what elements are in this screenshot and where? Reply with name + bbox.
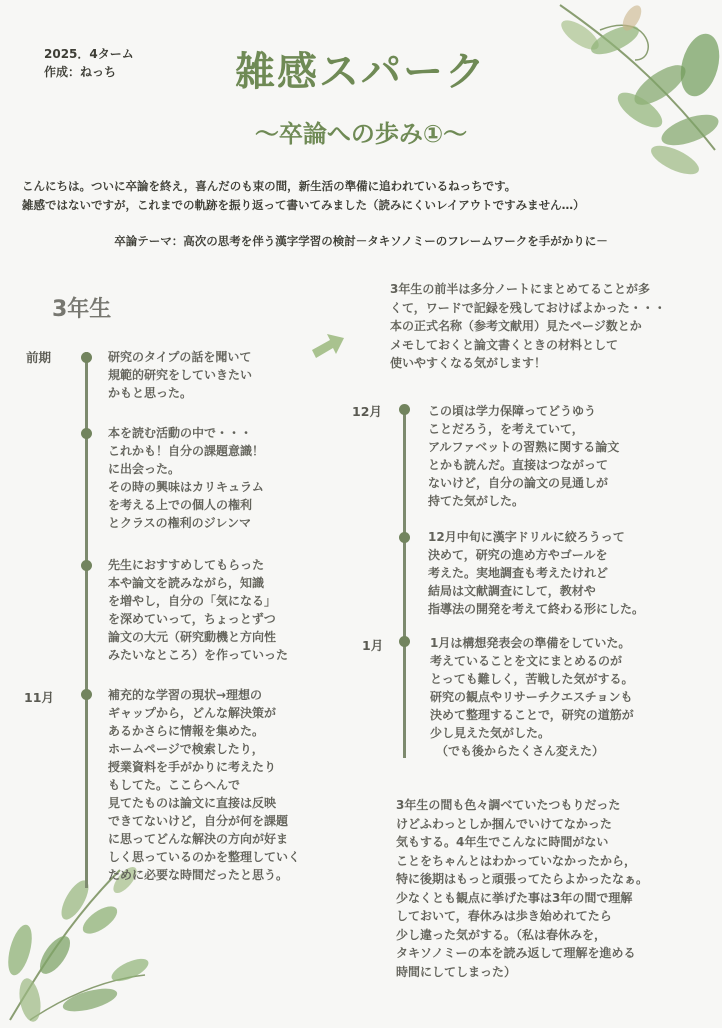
timeline-dot: [81, 560, 92, 571]
timeline-label-early: 前期: [26, 350, 52, 365]
intro-text: [22, 177, 712, 215]
year-heading: 3年生: [52, 297, 112, 322]
timeline-dot: [399, 636, 410, 647]
timeline-entry: この頃は学力保障ってどうゆう ことだろう，を考えていて， アルファベットの習熟に関する論文 とかも読んだ。直接はつながって ないけど，自分の論文の見通しが 持てた気がした。: [428, 404, 620, 508]
leaf-decoration-bottom-left: [0, 860, 150, 1024]
timeline-entry: 本を読む活動の中で・・・ これかも！自分の課題意識！ に出会った。 その時の興味はカリキュラム を考える上での個人の権利 とクラスの権利のジレンマ: [108, 426, 265, 530]
timeline-entry: 12月中旬に漢字ドリルに絞ろうって 決めて，研究の進め方やゴールを 考えた。実地調査も考えたけれど 結局は文献調査にして，教材や 指導法の開発を考えて終わる形にした。: [428, 530, 645, 616]
leaf-icon: [0, 860, 150, 1024]
timeline-dot: [399, 532, 410, 543]
timeline-entry: 1月は構想発表会の準備をしていた。 考えていることを文にまとめるのが とっても難しく，苦戦した気がする。 研究の観点やリサーチクエスチョンも 決めて整理することで，研究の道筋が 少し見えた気がした。 （でも後からたくさん変えた）: [430, 636, 634, 758]
timeline-entry: 先生におすすめしてもらった 本や論文を読みながら，知識 を増やし，自分の「気になる」 を深めていって，ちょっとずつ 論文の大元（研究動機と方向性 みたいなところ）を作っていった: [108, 558, 289, 662]
bottom-reflection-note: 3年生の間も色々調べていたつもりだった けどふわっとしか掴んでいけてなかった 気もする。4年生でこんなに時間がない ことをちゃんとはわかっていなかったから， 特に後期はもっと頑張ってたらよかったなぁ。 少なくとも観点に挙げた事は3年の間で理解 しておいて，春休みは歩き始めれてたら 少し違った気がする。（私は春休みを， タキソノミーの本を読み返して理解を進める 時間にしてしまった）: [396, 798, 649, 979]
timeline-label-december: 12月: [352, 404, 382, 419]
intro-line-1: こんにちは。ついに卒論を終え，喜んだのも束の間，新生活の準備に追われているねっちです。: [22, 179, 517, 193]
arrow-right-icon: [310, 330, 346, 360]
intro-line-2: 雑感ではないですが，これまでの軌跡を振り返って書いてみました（読みにくいレイアウトですみません…）: [22, 198, 585, 212]
timeline-line-right: [403, 406, 406, 758]
page-title: 雑感スパーク: [235, 49, 487, 95]
right-top-note: 3年生の前半は多分ノートにまとめてることが多 くて，ワードで記録を残しておけばよかった・・・ 本の正式名称（参考文献用）見たページ数とか メモしておくと論文書くときの材料として 使いやすくなる気がします！: [390, 282, 666, 370]
thesis-theme: 卒論テーマ：高次の思考を伴う漢字学習の検討－タキソノミーのフレームワークを手がかりに－: [114, 234, 608, 248]
author-label: 作成：ねっち: [44, 65, 117, 79]
timeline-dot: [81, 352, 92, 363]
timeline-dot: [81, 428, 92, 439]
timeline-entry: 補充的な学習の現状→理想の ギャップから，どんな解決策が あるかさらに情報を集めた。 ホームページで検索したり， 授業資料を手がかりに考えたり もしてた。ここらへんで 見てたものは論文に直接は反映 できてないけど，自分が何を課題 に思ってどんな解決の方向が好ま しく思っているのかを整理していく ために必要な時間だったと思う。: [108, 688, 301, 882]
timeline-dot: [81, 689, 92, 700]
timeline-entry: 研究のタイプの話を聞いて 規範的研究をしていきたい かもと思った。: [108, 350, 253, 400]
timeline-label-november: 11月: [24, 690, 54, 705]
page-subtitle: 〜卒論への歩み①〜: [254, 120, 468, 148]
timeline-dot: [399, 404, 410, 415]
term-label: 2025．4ターム: [44, 47, 134, 61]
timeline-label-january: 1月: [362, 638, 384, 653]
